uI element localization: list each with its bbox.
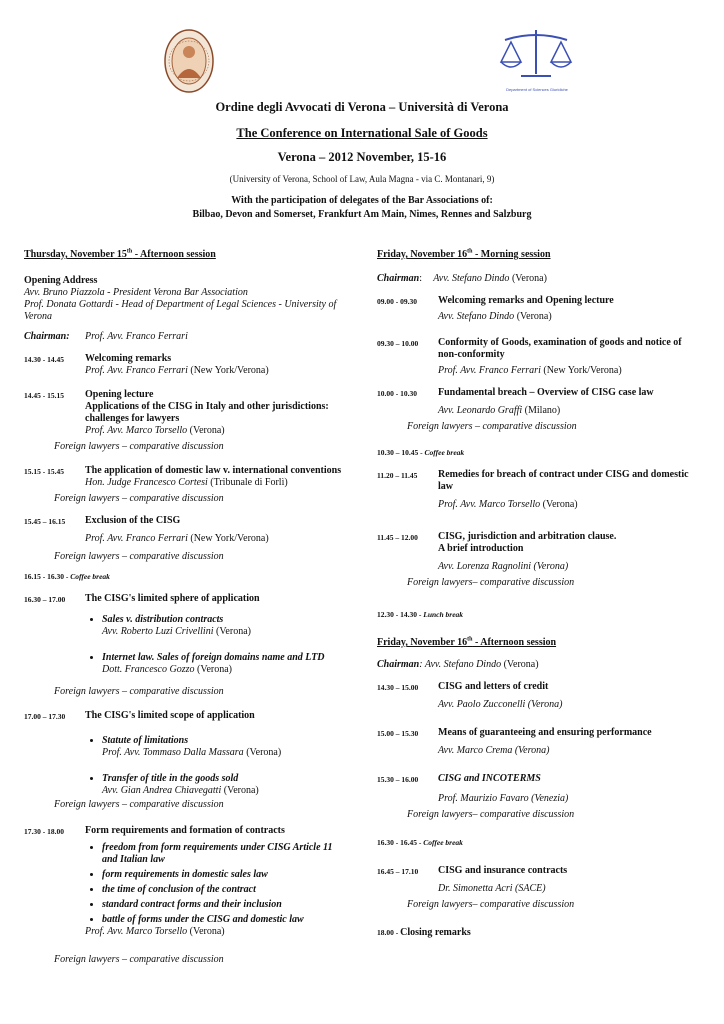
topic-item: • Statute of limitations Prof. Avv. Tommaso Dalla Massara (Verona) bbox=[102, 735, 342, 759]
topic-list bbox=[24, 842, 342, 926]
program-item: 11.20 – 11.45 Remedies for breach of contract under CISG and domestic law Prof. Avv. Marco Torsello (Verona) bbox=[377, 469, 689, 510]
coffee-break: 16.30 - 16.45 - Coffee break bbox=[377, 838, 463, 847]
program-item: 10.00 - 10.30 Fundamental breach – Overview of CISG case law Avv. Leonardo Graffi (Milano) bbox=[377, 387, 654, 416]
conference-place-date: Verona – 2012 November, 15-16 bbox=[277, 150, 447, 164]
topic-item: • form requirements in domestic sales law bbox=[102, 869, 338, 881]
conference-title: The Conference on International Sale of Goods bbox=[236, 126, 488, 140]
topic-item: • Transfer of title in the goods sold Avv. Gian Andrea Chiavegatti (Verona) bbox=[102, 773, 342, 797]
discussion-note: Foreign lawyers – comparative discussion bbox=[54, 551, 224, 562]
discussion-note: Foreign lawyers – comparative discussion bbox=[54, 799, 224, 810]
discussion-note: Foreign lawyers – comparative discussion bbox=[54, 686, 224, 697]
program-item: 17.00 – 17.30 The CISG's limited scope of application bbox=[24, 710, 255, 721]
topic-item: • Sales v. distribution contracts Avv. Roberto Luzi Crivellini (Verona) bbox=[102, 614, 342, 638]
discussion-note: Foreign lawyers– comparative discussion bbox=[407, 809, 575, 820]
participation-cities: Bilbao, Devon and Somerset, Frankfurt Am Main, Nimes, Rennes and Salzburg bbox=[192, 209, 532, 220]
lunch-break: 12.30 - 14.30 - Lunch break bbox=[377, 610, 464, 619]
friday-program-column bbox=[377, 249, 697, 939]
opening-address-title: Opening Address bbox=[24, 275, 98, 286]
discussion-note: Foreign lawyers – comparative discussion bbox=[54, 493, 224, 504]
program-item: 15.00 – 15.30 Means of guaranteeing and ensuring performance Avv. Marco Crema (Verona) bbox=[377, 727, 652, 756]
topic-list bbox=[24, 735, 342, 797]
opening-speaker: Prof. Donata Gottardi - Head of Department of Legal Sciences - University of Verona bbox=[24, 299, 337, 322]
conference-venue: (University of Verona, School of Law, Aula Magna - via C. Montanari, 9) bbox=[229, 174, 495, 184]
closing-remarks: 18.00 - Closing remarks bbox=[377, 927, 471, 938]
session-heading-thursday: Thursday, November 15th - Afternoon session bbox=[24, 248, 216, 260]
program-item: 14.30 - 14.45 Welcoming remarks Prof. Avv. Franco Ferrari (New York/Verona) bbox=[24, 353, 269, 376]
discussion-note: Foreign lawyers– comparative discussion bbox=[407, 577, 575, 588]
program-item: 16.45 – 17.10 CISG and insurance contracts Dr. Simonetta Acri (SACE) bbox=[377, 865, 568, 894]
program-item: 15.15 - 15.45 The application of domestic law v. international conventions Hon. Judge Francesco Cortesi (Tribunale di Forlì) bbox=[24, 465, 342, 488]
department-scales-logo bbox=[497, 26, 575, 100]
bar-association-seal-logo bbox=[163, 28, 215, 94]
topic-item: • freedom from form requirements under CISG Article 11 and Italian law bbox=[102, 842, 338, 866]
opening-speaker: Avv. Bruno Piazzola - President Verona Bar Association bbox=[24, 287, 248, 298]
participation-line: With the participation of delegates of the Bar Associations of: bbox=[231, 195, 493, 206]
program-item: 16.30 – 17.00 The CISG's limited sphere of application bbox=[24, 593, 260, 604]
topic-item: • standard contract forms and their inclusion bbox=[102, 899, 338, 911]
program-item: 09.30 – 10.00 Conformity of Goods, examination of goods and notice of non-conformity Prof. Avv. Franco Ferrari (New York/Verona) bbox=[377, 337, 682, 376]
discussion-note: Foreign lawyers – comparative discussion bbox=[54, 441, 224, 452]
program-item: 09.00 - 09.30 Welcoming remarks and Opening lecture Avv. Stefano Dindo (Verona) bbox=[377, 295, 614, 322]
chairman-line: Chairman: Avv. Stefano Dindo (Verona) bbox=[377, 659, 539, 670]
discussion-note: Foreign lawyers – comparative discussion bbox=[407, 421, 577, 432]
program-item: 15.30 – 16.00 CISG and INCOTERMS Prof. Maurizio Favaro (Venezia) bbox=[377, 773, 569, 804]
chairman-line: Chairman: Prof. Avv. Franco Ferrari bbox=[24, 331, 188, 342]
program-item: 17.30 - 18.00 Form requirements and formation of contracts bbox=[24, 825, 285, 836]
session-heading-friday-afternoon: Friday, November 16th - Afternoon session bbox=[377, 636, 557, 648]
department-logo-caption: Department of Sciences Giuridiche bbox=[506, 87, 568, 92]
coffee-break: 10.30 – 10.45 - Coffee break bbox=[377, 448, 465, 457]
session-heading-friday-morning: Friday, November 16th - Morning session bbox=[377, 248, 551, 260]
thursday-program-column: Thursday, November 15th - Afternoon session Opening Address Avv. Bruno Piazzola - President Verona Bar Association Prof. Donata Gottardi - Head of Department of Legal Sciences - University of Verona Chairman: Prof. Avv. Franco Ferrari 14.30 - 14.45 Welcoming remarks Prof. Avv. Franco Ferrari (New York/Verona) 14.45 - 15.15 Opening lecture Applications of the CISG in Italy and other jurisdictions: challenges for lawyers Prof. Avv. Marco Torsello (Verona) Foreign lawyers – comparative discussion 15.15 - 15.45 The application of domestic law v. international conventions Hon. Judge Francesco Cortesi (Tribunale di Forlì) Foreign lawyers – comparative discussion 15.45 – 16.15 Exclusion of the CISG Prof. Avv. Franco Ferrari (New York/Verona) Foreign lawyers – comparative discussion 16.15 - 16.30 - Coffee break 16.30 – 17.00 The CISG's limited sphere of application • Sales v. distribution contracts Avv. Roberto Luzi Crivellini (Verona) • Internet law. Sales of foreign domains name and LTD Dott. Francesco Gozzo (Verona) Foreign lawyers – comparative discussion 17.00 – 17.30 The CISG's limited scope of application • Statute of limitations Prof. Avv. Tommaso Dalla Massara (Verona) • Transfer of title in the goods sold Avv. Gian Andrea Chiavegatti (Verona) Foreign lawyers – comparative discussion 17.30 - 18.00 Form requirements and formation of contracts • freedom from form requirements under CISG Article 11 and Italian law • form requirements in domestic sales law • the time of conclusion of the contract • standard contract forms and their inclusion • battle of forms under the CISG and domestic law Prof. Avv. Marco Torsello (Verona) Foreign lawyers – comparative discussion bbox=[24, 249, 342, 966]
topic-item: • Internet law. Sales of foreign domains name and LTD Dott. Francesco Gozzo (Verona) bbox=[102, 652, 342, 676]
topic-list bbox=[24, 614, 342, 676]
program-item: 15.45 – 16.15 Exclusion of the CISG Prof. Avv. Franco Ferrari (New York/Verona) bbox=[24, 515, 269, 544]
topic-item: • battle of forms under the CISG and domestic law bbox=[102, 914, 338, 926]
speaker: Prof. Avv. Marco Torsello bbox=[85, 926, 188, 937]
discussion-note: Foreign lawyers – comparative discussion bbox=[54, 954, 224, 965]
coffee-break: 16.15 - 16.30 - Coffee break bbox=[24, 572, 110, 581]
chairman-line: Chairman: Avv. Stefano Dindo (Verona) bbox=[377, 273, 547, 284]
discussion-note: Foreign lawyers– comparative discussion bbox=[407, 899, 575, 910]
program-item: 14.45 - 15.15 Opening lecture Applications of the CISG in Italy and other jurisdictions: challenges for lawyers Prof. Avv. Marco Torsello (Verona) bbox=[24, 389, 329, 436]
program-item: 14.30 – 15.00 CISG and letters of credit Avv. Paolo Zucconelli (Verona) bbox=[377, 681, 563, 710]
topic-item: • the time of conclusion of the contract bbox=[102, 884, 338, 896]
program-item: 11.45 – 12.00 CISG, jurisdiction and arbitration clause. A brief introduction Avv. Lorenza Ragnolini (Verona) bbox=[377, 531, 617, 572]
document-title: Ordine degli Avvocati di Verona – Università di Verona bbox=[215, 100, 509, 114]
